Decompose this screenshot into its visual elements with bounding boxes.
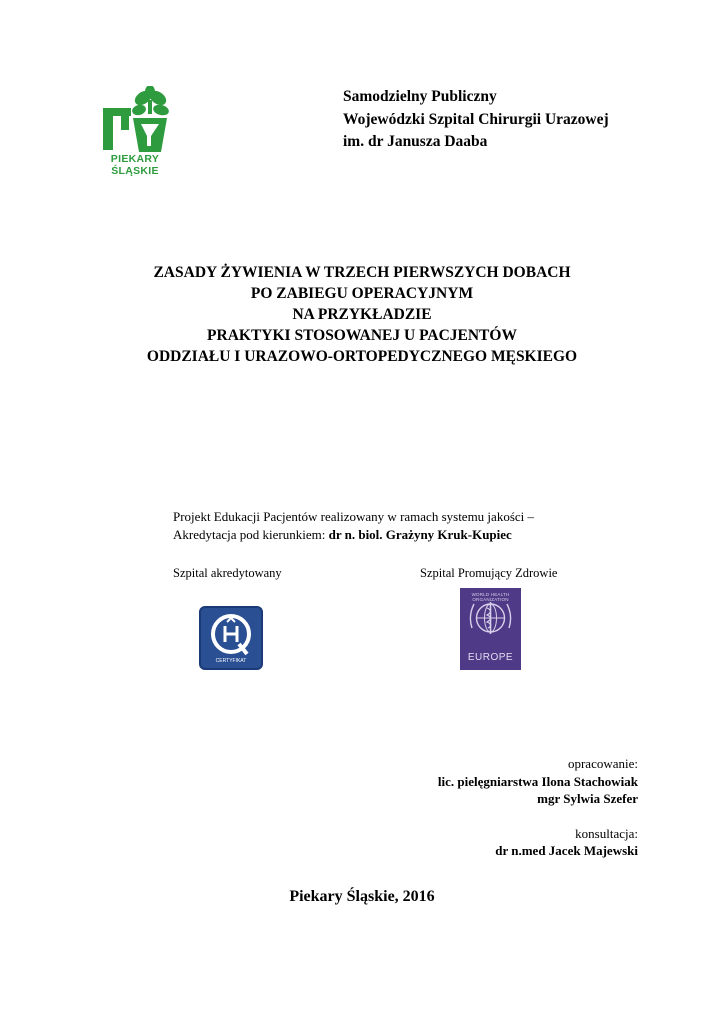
project-line2-prefix: Akredytacja pod kierunkiem: [173,526,329,542]
hospital-line3: im. dr Janusza Daaba [343,133,488,150]
title-line5: ODDZIAŁU I URAZOWO-ORTOPEDYCZNEGO MĘSKIEGO [146,348,578,365]
title-line2: PO ZABIEGU OPERACYJNYM [250,285,474,302]
title-line4: PRAKTYKI STOSOWANEJ U PACJENTÓW [207,327,517,344]
q-badge-text: CERTYFIKAT [215,658,247,664]
who-arc-text: WORLD HEALTH ORGANIZATION [471,592,510,602]
title-line1: ZASADY ŻYWIENIA W TRZECH PIERWSZYCH DOBACH [153,264,571,281]
project-description [173,508,534,543]
piekary-slaskie-emblem-icon [95,86,175,154]
project-line2 [173,526,534,544]
project-line1: Projekt Edukacji Pacjentów realizowany w ramach systemu jakości – [173,509,535,524]
title-line3: NA PRZYKŁADZIE [292,306,432,323]
project-supervisor: dr n. biol. Grażyny Kruk-Kupiec [328,526,512,542]
hospital-line1: Samodzielny Publiczny [343,88,497,105]
hospital-line2: Wojewódzki Szpital Chirurgii Urazowej [343,110,609,128]
author-2: mgr Sylwia Szefer [537,791,638,806]
consultant: dr n.med Jacek Majewski [495,843,638,858]
hospital-name [343,86,609,154]
document-title [0,262,724,367]
place-and-year: Piekary Śląskie, 2016 [289,888,435,905]
who-europe-text: EUROPE [467,652,514,663]
prepared-label: opracowanie: [567,756,638,771]
health-promoting-label: Szpital Promujący Zdrowie [420,566,558,580]
quality-certificate-badge [199,606,263,670]
logo-text-line1: PIEKARY [110,153,160,165]
consult-label: konsultacja: [575,825,638,841]
who-europe-badge [460,588,521,670]
author-1: lic. pielęgniarstwa Ilona Stachowiak [437,773,638,789]
piekary-slaskie-logo [95,86,175,178]
logo-text-line2: ŚLĄSKIE [111,165,159,177]
accredited-label: Szpital akredytowany [173,566,282,580]
credits [438,755,638,860]
